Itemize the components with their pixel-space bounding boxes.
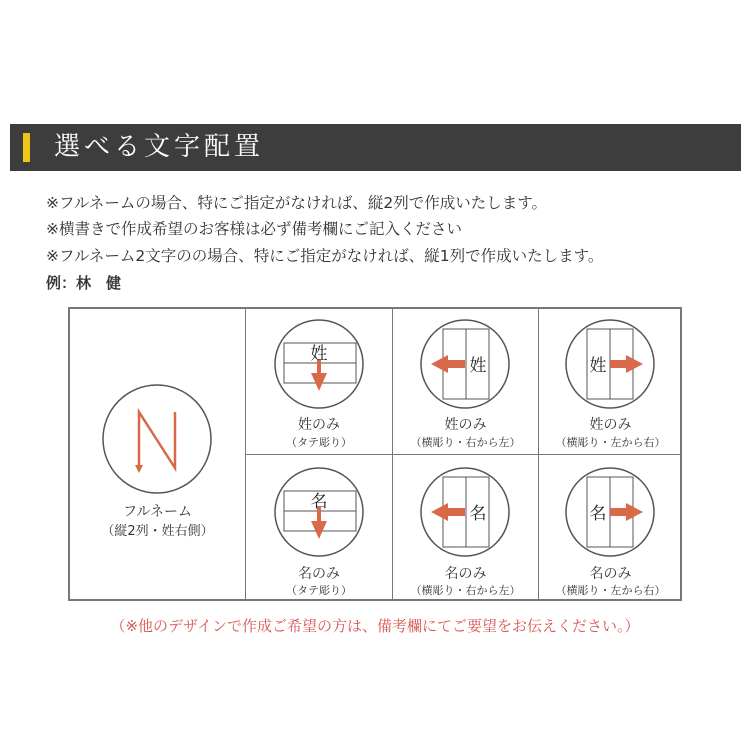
option-label: 姓のみ <box>589 417 632 433</box>
option-surname-right-to-left <box>393 309 538 454</box>
fullname-seal-icon <box>70 309 245 509</box>
option-sublabel: （横彫り・右から左） <box>410 584 521 597</box>
option-given-name-right-to-left <box>393 455 538 599</box>
option-sublabel: （横彫り・左から右） <box>555 436 666 449</box>
seal-icon-given-ltr <box>539 455 682 565</box>
seal-char: 名 <box>310 492 328 512</box>
seal-char: 姓 <box>469 356 487 376</box>
option-given-name-vertical <box>246 455 392 599</box>
option-label: 名のみ <box>589 566 632 582</box>
option-label: 名のみ <box>298 566 340 582</box>
option-label: 名のみ <box>444 566 487 582</box>
section-header <box>10 124 741 171</box>
option-sublabel: （横彫り・右から左） <box>410 436 521 449</box>
note-line-1: ※フルネームの場合、特にご指定がなければ、縦2列で作成いたします。 <box>46 194 548 212</box>
option-sublabel: （タテ彫り） <box>286 436 352 449</box>
option-surname-vertical <box>246 309 392 454</box>
option-sublabel: （タテ彫り） <box>286 584 352 597</box>
seal-icon-surname-vertical <box>246 309 392 419</box>
fullname-sublabel: （縦2列・姓右側） <box>101 524 214 539</box>
seal-char: 姓 <box>589 356 607 376</box>
seal-icon-surname-rtl <box>393 309 538 419</box>
note-line-2: ※横書きで作成希望のお客様は必ず備考欄にご記入ください <box>46 220 462 238</box>
seal-char: 名 <box>589 504 607 524</box>
option-label: 姓のみ <box>444 417 487 433</box>
layout-options-table <box>68 307 682 601</box>
accent-bar <box>23 133 30 162</box>
seal-icon-given-rtl <box>393 455 538 565</box>
example-name: 例：林 健 <box>46 274 122 292</box>
seal-char: 名 <box>469 504 487 524</box>
footer-note: （※他のデザインで作成ご希望の方は、備考欄にてご要望をお伝えください。） <box>110 617 640 635</box>
seal-char: 姓 <box>310 344 328 364</box>
option-sublabel: （横彫り・左から右） <box>555 584 666 597</box>
option-fullname <box>70 309 245 599</box>
option-surname-left-to-right <box>539 309 682 454</box>
note-line-3: ※フルネーム2文字のの場合、特にご指定がなければ、縦1列で作成いたします。 <box>46 247 604 265</box>
seal-icon-surname-ltr <box>539 309 682 419</box>
option-given-name-left-to-right <box>539 455 682 599</box>
option-label: 姓のみ <box>298 417 340 433</box>
section-title: 選べる文字配置 <box>54 132 265 162</box>
seal-icon-given-vertical <box>246 455 392 565</box>
fullname-label: フルネーム <box>122 504 193 520</box>
